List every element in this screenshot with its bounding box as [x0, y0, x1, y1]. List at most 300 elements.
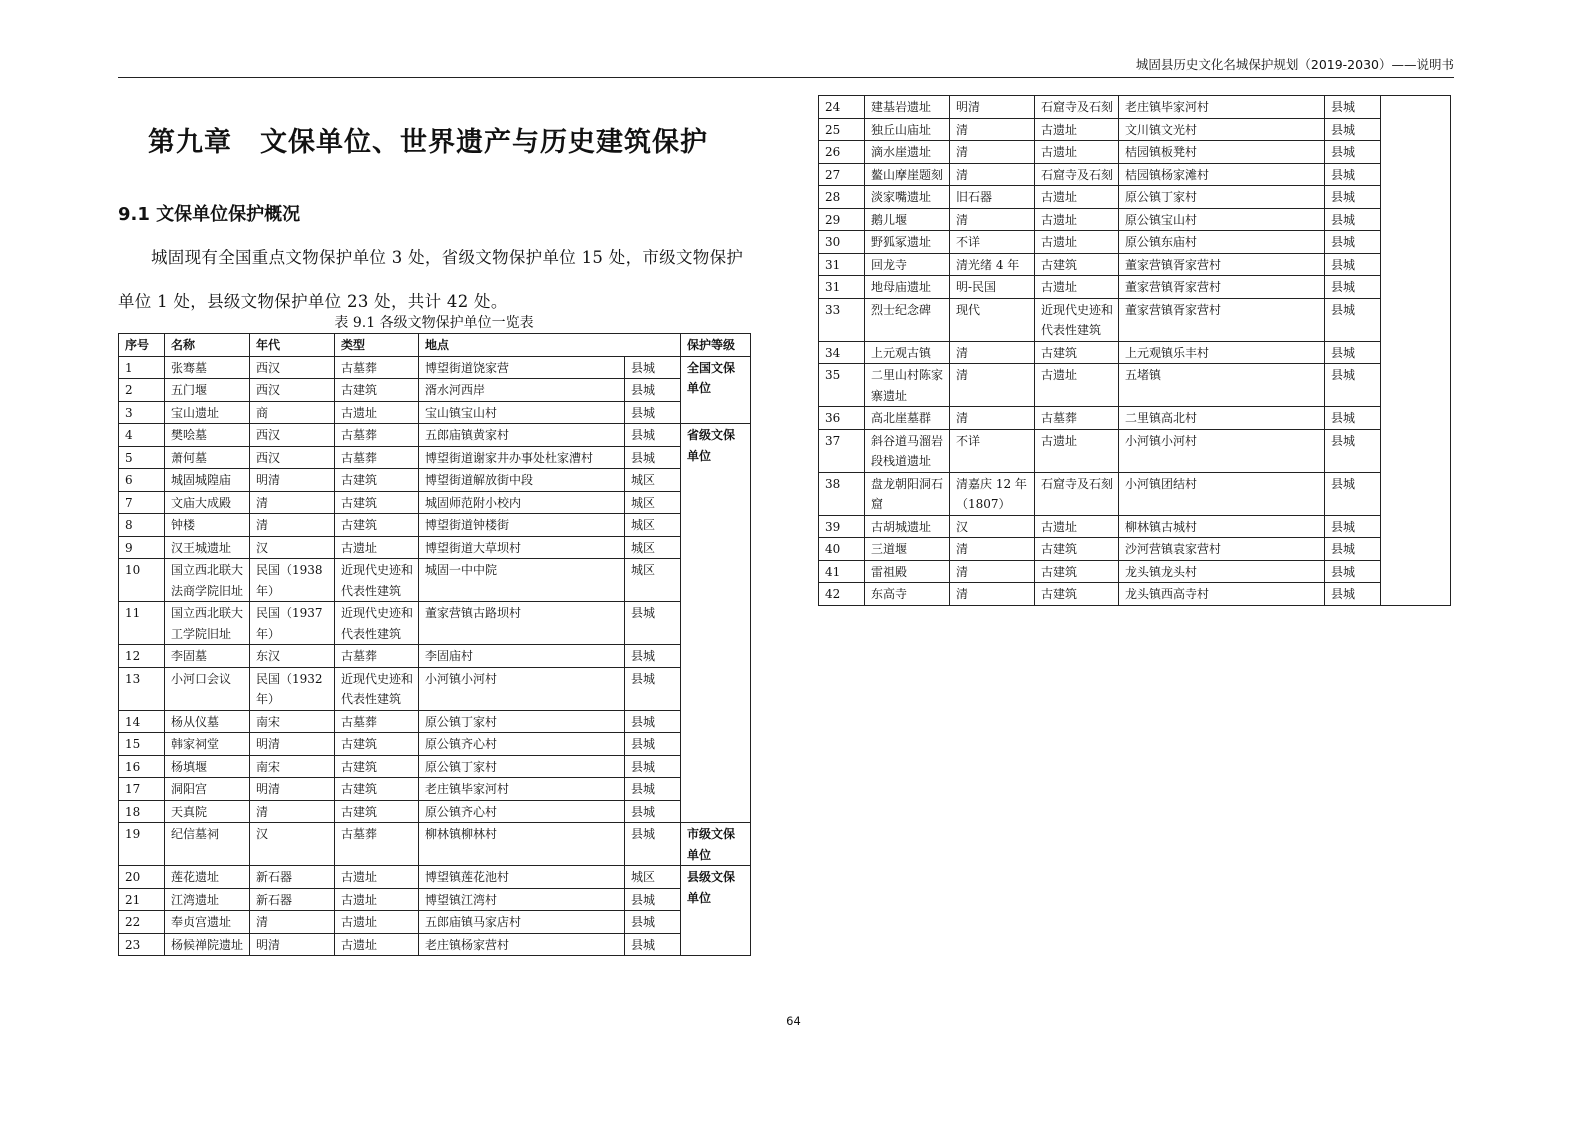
cell-area: 县城 — [1325, 118, 1381, 141]
cell-era: 不详 — [950, 429, 1035, 472]
cell-name: 高北崖墓群 — [865, 407, 950, 430]
cell-area: 县城 — [1325, 364, 1381, 407]
cell-area: 县城 — [1325, 407, 1381, 430]
cell-index: 25 — [819, 118, 865, 141]
cell-area: 县城 — [625, 379, 681, 402]
cell-type: 古墓葬 — [335, 424, 419, 447]
cell-index: 27 — [819, 163, 865, 186]
cell-index: 36 — [819, 407, 865, 430]
cell-area: 县城 — [625, 401, 681, 424]
cell-index: 31 — [819, 276, 865, 299]
cell-index: 37 — [819, 429, 865, 472]
cell-index: 23 — [119, 933, 165, 956]
cell-name: 江湾遗址 — [165, 888, 250, 911]
cell-era: 西汉 — [250, 356, 335, 379]
cell-index: 14 — [119, 710, 165, 733]
cell-type: 古遗址 — [1035, 231, 1119, 254]
header-location: 地点 — [419, 334, 681, 357]
cell-era: 清 — [950, 364, 1035, 407]
cell-location: 小河镇小河村 — [1119, 429, 1325, 472]
cell-era: 清 — [250, 491, 335, 514]
table-row — [819, 276, 1451, 299]
cell-type: 古遗址 — [335, 401, 419, 424]
table-row — [119, 491, 751, 514]
cell-type: 古遗址 — [1035, 186, 1119, 209]
cell-type: 古墓葬 — [335, 710, 419, 733]
cell-era: 南宋 — [250, 710, 335, 733]
cell-location: 博望街道钟楼街 — [419, 514, 625, 537]
table-row — [119, 866, 751, 889]
protection-level-cell: 省级文保单位 — [681, 424, 751, 823]
table-row — [119, 778, 751, 801]
cell-location: 原公镇齐心村 — [419, 733, 625, 756]
cell-location: 沙河营镇袁家营村 — [1119, 538, 1325, 561]
cell-name: 韩家祠堂 — [165, 733, 250, 756]
cell-name: 钟楼 — [165, 514, 250, 537]
cell-type: 古遗址 — [335, 911, 419, 934]
cell-era: 东汉 — [250, 645, 335, 668]
table-caption: 表 9.1 各级文物保护单位一览表 — [334, 315, 534, 331]
cell-type: 古遗址 — [1035, 141, 1119, 164]
cell-index: 4 — [119, 424, 165, 447]
cell-type: 古墓葬 — [335, 356, 419, 379]
cell-name: 天真院 — [165, 800, 250, 823]
cell-index: 22 — [119, 911, 165, 934]
cell-location: 小河镇团结村 — [1119, 472, 1325, 515]
cell-index: 39 — [819, 515, 865, 538]
table-row — [119, 800, 751, 823]
header-protection-level: 保护等级 — [681, 334, 751, 357]
cell-name: 李固墓 — [165, 645, 250, 668]
cell-name: 萧何墓 — [165, 446, 250, 469]
cell-name: 淡家嘴遗址 — [865, 186, 950, 209]
cell-name: 盘龙朝阳洞石窟 — [865, 472, 950, 515]
cell-index: 20 — [119, 866, 165, 889]
cell-type: 古建筑 — [1035, 253, 1119, 276]
cell-area: 县城 — [1325, 231, 1381, 254]
cell-name: 建基岩遗址 — [865, 96, 950, 119]
table-row — [819, 515, 1451, 538]
cell-location: 老庄镇毕家河村 — [1119, 96, 1325, 119]
cell-index: 30 — [819, 231, 865, 254]
cell-index: 12 — [119, 645, 165, 668]
cell-location: 博望镇莲花池村 — [419, 866, 625, 889]
cell-type: 古建筑 — [1035, 538, 1119, 561]
table-row — [819, 364, 1451, 407]
cell-area: 县城 — [625, 645, 681, 668]
cell-type: 古遗址 — [1035, 429, 1119, 472]
cell-index: 29 — [819, 208, 865, 231]
cell-location: 原公镇丁家村 — [419, 755, 625, 778]
cell-era: 清 — [950, 538, 1035, 561]
table-row — [819, 298, 1451, 341]
cell-index: 26 — [819, 141, 865, 164]
cell-name: 雷祖殿 — [865, 560, 950, 583]
cell-index: 28 — [819, 186, 865, 209]
table-header-row — [119, 334, 751, 357]
cell-area: 县城 — [1325, 472, 1381, 515]
cell-area: 县城 — [1325, 583, 1381, 606]
cell-index: 6 — [119, 469, 165, 492]
table-row — [819, 253, 1451, 276]
cell-era: 清 — [950, 583, 1035, 606]
cell-index: 40 — [819, 538, 865, 561]
cell-name: 独丘山庙址 — [865, 118, 950, 141]
table-row — [819, 341, 1451, 364]
cell-index: 24 — [819, 96, 865, 119]
cell-area: 县城 — [625, 667, 681, 710]
cell-area: 县城 — [625, 755, 681, 778]
cell-location: 龙头镇龙头村 — [1119, 560, 1325, 583]
cell-name: 宝山遗址 — [165, 401, 250, 424]
cell-era: 汉 — [250, 823, 335, 866]
cell-name: 回龙寺 — [865, 253, 950, 276]
protection-level-cell: 县级文保单位 — [681, 866, 751, 956]
cell-era: 民国（1937年） — [250, 602, 335, 645]
cell-location: 二里镇高北村 — [1119, 407, 1325, 430]
table-row — [119, 933, 751, 956]
cell-type: 古遗址 — [1035, 118, 1119, 141]
table-row — [819, 407, 1451, 430]
cell-era: 清 — [950, 560, 1035, 583]
cell-name: 小河口会议 — [165, 667, 250, 710]
section-title: 9.1 文保单位保护概况 — [118, 204, 301, 225]
cell-name: 二里山村陈家寨遗址 — [865, 364, 950, 407]
cell-name: 鹅儿堰 — [865, 208, 950, 231]
cell-era: 明清 — [250, 733, 335, 756]
table-row — [819, 163, 1451, 186]
cell-location: 文川镇文光村 — [1119, 118, 1325, 141]
cell-name: 五门堰 — [165, 379, 250, 402]
cell-type: 古遗址 — [1035, 276, 1119, 299]
cell-name: 烈士纪念碑 — [865, 298, 950, 341]
cell-era: 清 — [250, 514, 335, 537]
cell-index: 13 — [119, 667, 165, 710]
cell-name: 杨填堰 — [165, 755, 250, 778]
cell-era: 清光绪 4 年 — [950, 253, 1035, 276]
page-header — [118, 57, 1454, 78]
table-row — [819, 141, 1451, 164]
cell-era: 新石器 — [250, 888, 335, 911]
cell-area: 县城 — [1325, 515, 1381, 538]
cell-area: 县城 — [1325, 560, 1381, 583]
cell-area: 县城 — [625, 446, 681, 469]
cell-index: 9 — [119, 536, 165, 559]
cell-area: 县城 — [625, 911, 681, 934]
cell-type: 古建筑 — [335, 514, 419, 537]
cell-area: 县城 — [625, 602, 681, 645]
cell-name: 奉贞宫遗址 — [165, 911, 250, 934]
cell-index: 5 — [119, 446, 165, 469]
cell-type: 古遗址 — [335, 888, 419, 911]
cell-type: 古建筑 — [335, 733, 419, 756]
cell-location: 原公镇宝山村 — [1119, 208, 1325, 231]
cell-location: 上元观镇乐丰村 — [1119, 341, 1325, 364]
cell-name: 上元观古镇 — [865, 341, 950, 364]
cell-location: 桔园镇杨家滩村 — [1119, 163, 1325, 186]
cell-area: 县城 — [1325, 208, 1381, 231]
cell-type: 古建筑 — [335, 469, 419, 492]
cell-location: 龙头镇西高寺村 — [1119, 583, 1325, 606]
cell-area: 县城 — [1325, 538, 1381, 561]
table-row — [119, 888, 751, 911]
table-row — [119, 469, 751, 492]
cell-era: 西汉 — [250, 446, 335, 469]
page-number: 64 — [786, 1014, 801, 1028]
cell-name: 纪信墓祠 — [165, 823, 250, 866]
cell-type: 古建筑 — [335, 778, 419, 801]
cell-location: 原公镇丁家村 — [419, 710, 625, 733]
cell-area: 城区 — [625, 559, 681, 602]
cell-type: 古遗址 — [335, 866, 419, 889]
cell-location: 老庄镇毕家河村 — [419, 778, 625, 801]
cell-era: 清 — [950, 141, 1035, 164]
table-row — [819, 429, 1451, 472]
cell-name: 国立西北联大工学院旧址 — [165, 602, 250, 645]
cell-era: 明清 — [250, 778, 335, 801]
cell-index: 17 — [119, 778, 165, 801]
cell-type: 石窟寺及石刻 — [1035, 96, 1119, 119]
document-title: 城固县历史文化名城保护规划（2019-2030）——说明书 — [1135, 57, 1454, 72]
cell-index: 18 — [119, 800, 165, 823]
cell-era: 民国（1938年） — [250, 559, 335, 602]
cell-location: 董家营镇古路坝村 — [419, 602, 625, 645]
cell-era: 明清 — [950, 96, 1035, 119]
cell-index: 21 — [119, 888, 165, 911]
cell-era: 商 — [250, 401, 335, 424]
table-row — [819, 538, 1451, 561]
table-row — [119, 645, 751, 668]
cell-era: 汉 — [250, 536, 335, 559]
cell-era: 清嘉庆 12 年（1807） — [950, 472, 1035, 515]
cell-location: 博望镇江湾村 — [419, 888, 625, 911]
cell-location: 博望街道饶家营 — [419, 356, 625, 379]
cell-index: 11 — [119, 602, 165, 645]
cell-index: 34 — [819, 341, 865, 364]
cell-type: 近现代史迹和代表性建筑 — [1035, 298, 1119, 341]
header-era: 年代 — [250, 334, 335, 357]
cell-location: 城固一中中院 — [419, 559, 625, 602]
cell-type: 古墓葬 — [1035, 407, 1119, 430]
cell-type: 古遗址 — [1035, 208, 1119, 231]
cell-location: 董家营镇胥家营村 — [1119, 298, 1325, 341]
cell-name: 杨从仪墓 — [165, 710, 250, 733]
cell-era: 西汉 — [250, 379, 335, 402]
cell-name: 城固城隍庙 — [165, 469, 250, 492]
table-row — [819, 583, 1451, 606]
cell-location: 原公镇东庙村 — [1119, 231, 1325, 254]
cell-area: 县城 — [625, 710, 681, 733]
cell-location: 五堵镇 — [1119, 364, 1325, 407]
cell-location: 城固师范附小校内 — [419, 491, 625, 514]
cell-location: 老庄镇杨家营村 — [419, 933, 625, 956]
cell-type: 古建筑 — [335, 755, 419, 778]
cell-area: 县城 — [625, 888, 681, 911]
cell-area: 县城 — [1325, 276, 1381, 299]
header-name: 名称 — [165, 334, 250, 357]
protection-level-cell: 市级文保单位 — [681, 823, 751, 866]
cell-location: 五郎庙镇马家店村 — [419, 911, 625, 934]
cell-area: 县城 — [625, 933, 681, 956]
cell-type: 石窟寺及石刻 — [1035, 472, 1119, 515]
cell-name: 鳌山摩崖题刻 — [865, 163, 950, 186]
table-row — [119, 755, 751, 778]
cell-era: 汉 — [950, 515, 1035, 538]
cell-era: 清 — [250, 800, 335, 823]
cell-type: 古建筑 — [1035, 560, 1119, 583]
cell-location: 宝山镇宝山村 — [419, 401, 625, 424]
cell-era: 清 — [250, 911, 335, 934]
cell-type: 石窟寺及石刻 — [1035, 163, 1119, 186]
cell-era: 新石器 — [250, 866, 335, 889]
cell-era: 西汉 — [250, 424, 335, 447]
cell-type: 古墓葬 — [335, 823, 419, 866]
protection-level-cell — [1381, 96, 1451, 606]
cell-index: 7 — [119, 491, 165, 514]
cell-era: 明-民国 — [950, 276, 1035, 299]
cell-type: 古建筑 — [335, 379, 419, 402]
cell-area: 城区 — [625, 866, 681, 889]
heritage-table-left — [118, 333, 751, 956]
cell-index: 10 — [119, 559, 165, 602]
cell-name: 国立西北联大法商学院旧址 — [165, 559, 250, 602]
cell-index: 19 — [119, 823, 165, 866]
cell-type: 古遗址 — [335, 536, 419, 559]
cell-name: 古胡城遗址 — [865, 515, 950, 538]
cell-index: 8 — [119, 514, 165, 537]
cell-area: 城区 — [625, 491, 681, 514]
table-row — [119, 710, 751, 733]
cell-area: 城区 — [625, 536, 681, 559]
cell-type: 近现代史迹和代表性建筑 — [335, 559, 419, 602]
table-row — [119, 823, 751, 866]
cell-location: 董家营镇胥家营村 — [1119, 276, 1325, 299]
cell-location: 五郎庙镇黄家村 — [419, 424, 625, 447]
cell-era: 不详 — [950, 231, 1035, 254]
cell-location: 博望街道大草坝村 — [419, 536, 625, 559]
cell-type: 古墓葬 — [335, 645, 419, 668]
cell-location: 柳林镇古城村 — [1119, 515, 1325, 538]
cell-name: 杨候禅院遗址 — [165, 933, 250, 956]
cell-index: 16 — [119, 755, 165, 778]
table-row — [819, 472, 1451, 515]
cell-name: 地母庙遗址 — [865, 276, 950, 299]
cell-type: 古建筑 — [1035, 583, 1119, 606]
table-row — [119, 356, 751, 379]
table-row — [819, 96, 1451, 119]
cell-era: 清 — [950, 341, 1035, 364]
cell-era: 清 — [950, 407, 1035, 430]
table-row — [819, 560, 1451, 583]
header-type: 类型 — [335, 334, 419, 357]
cell-area: 县城 — [1325, 253, 1381, 276]
cell-era: 民国（1932年） — [250, 667, 335, 710]
cell-name: 三道堰 — [865, 538, 950, 561]
table-row — [119, 602, 751, 645]
cell-type: 近现代史迹和代表性建筑 — [335, 602, 419, 645]
chapter-title: 第九章 文保单位、世界遗产与历史建筑保护 — [148, 127, 708, 158]
cell-era: 明清 — [250, 933, 335, 956]
cell-type: 古墓葬 — [335, 446, 419, 469]
cell-name: 樊哙墓 — [165, 424, 250, 447]
cell-index: 31 — [819, 253, 865, 276]
cell-location: 董家营镇胥家营村 — [1119, 253, 1325, 276]
cell-era: 明清 — [250, 469, 335, 492]
body-paragraph: 城固现有全国重点文物保护单位 3 处，省级文物保护单位 15 处，市级文物保护单位 1 处，县级文物保护单位 23 处，共计 42 处。 — [118, 248, 744, 311]
cell-type: 古遗址 — [1035, 364, 1119, 407]
cell-location: 原公镇丁家村 — [1119, 186, 1325, 209]
cell-location: 小河镇小河村 — [419, 667, 625, 710]
cell-index: 1 — [119, 356, 165, 379]
cell-name: 莲花遗址 — [165, 866, 250, 889]
cell-location: 湑水河西岸 — [419, 379, 625, 402]
cell-area: 县城 — [625, 800, 681, 823]
cell-name: 滴水崖遗址 — [865, 141, 950, 164]
cell-location: 原公镇齐心村 — [419, 800, 625, 823]
cell-name: 张骞墓 — [165, 356, 250, 379]
table-row — [119, 559, 751, 602]
cell-area: 县城 — [1325, 96, 1381, 119]
cell-type: 古遗址 — [1035, 515, 1119, 538]
cell-index: 33 — [819, 298, 865, 341]
header-index: 序号 — [119, 334, 165, 357]
cell-era: 旧石器 — [950, 186, 1035, 209]
cell-area: 县城 — [625, 424, 681, 447]
cell-location: 李固庙村 — [419, 645, 625, 668]
table-row — [119, 446, 751, 469]
cell-area: 县城 — [625, 778, 681, 801]
cell-name: 文庙大成殿 — [165, 491, 250, 514]
cell-area: 县城 — [1325, 186, 1381, 209]
cell-area: 县城 — [625, 823, 681, 866]
cell-type: 古建筑 — [335, 800, 419, 823]
table-row — [119, 401, 751, 424]
cell-area: 县城 — [1325, 163, 1381, 186]
cell-era: 清 — [950, 208, 1035, 231]
cell-era: 现代 — [950, 298, 1035, 341]
table-row — [119, 536, 751, 559]
cell-area: 县城 — [625, 733, 681, 756]
cell-area: 县城 — [625, 356, 681, 379]
cell-index: 2 — [119, 379, 165, 402]
cell-area: 县城 — [1325, 141, 1381, 164]
table-row — [819, 186, 1451, 209]
table-row — [119, 911, 751, 934]
cell-index: 41 — [819, 560, 865, 583]
table-row — [819, 208, 1451, 231]
table-row — [819, 118, 1451, 141]
cell-area: 县城 — [1325, 341, 1381, 364]
cell-name: 东高寺 — [865, 583, 950, 606]
cell-area: 城区 — [625, 469, 681, 492]
cell-location: 桔园镇板凳村 — [1119, 141, 1325, 164]
table-row — [119, 379, 751, 402]
cell-type: 近现代史迹和代表性建筑 — [335, 667, 419, 710]
cell-name: 野狐冢遗址 — [865, 231, 950, 254]
cell-type: 古建筑 — [335, 491, 419, 514]
protection-level-cell: 全国文保单位 — [681, 356, 751, 424]
cell-type: 古建筑 — [1035, 341, 1119, 364]
table-row — [119, 667, 751, 710]
cell-name: 斜谷道马溜岩段栈道遗址 — [865, 429, 950, 472]
cell-area: 县城 — [1325, 298, 1381, 341]
table-row — [119, 514, 751, 537]
cell-location: 博望街道谢家井办事处杜家漕村 — [419, 446, 625, 469]
table-row — [119, 733, 751, 756]
cell-area: 县城 — [1325, 429, 1381, 472]
heritage-table-right — [818, 95, 1451, 606]
table-row — [819, 231, 1451, 254]
